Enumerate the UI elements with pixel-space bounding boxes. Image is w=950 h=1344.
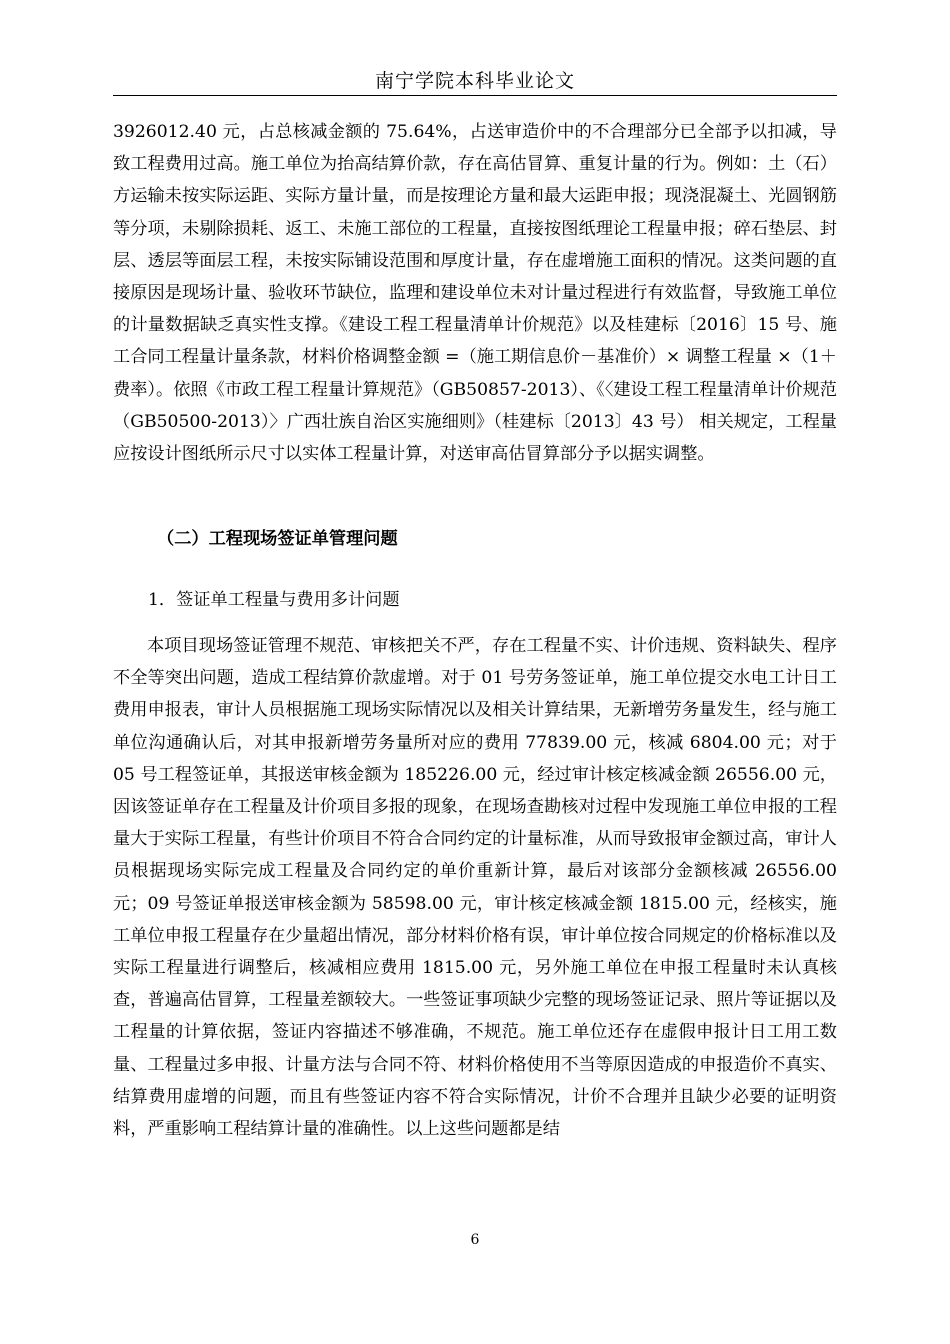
subsection-heading: 1．签证单工程量与费用多计问题 [148,590,400,610]
body-paragraph-2: 本项目现场签证管理不规范、审核把关不严，存在工程量不实、计价违规、资料缺失、程序不全等突出问题，造成工程结算价款虚增。对于 01 号劳务签证单，施工单位提交水电工计日工费用申报表，审计人员根据施工现场实际情况以及相关计算结果，无新增劳务量发生，经与施工单位沟通确认后，对其申报新增劳务量所对应的费用 77839.00 元，核减 6804.00 元；对于 05 号工程签证单，其报送审核金额为 185226.00 元，经过审计核定核减金额 26556.00 元，因该签证单存在工程量及计价项目多报的现象，在现场查勘核对过程中发现施工单位申报的工程量大于实际工程量，有些计价项目不符合合同约定的计量标准，从而导致报审金额过高，审计人员根据现场实际完成工程量及合同约定的单价重新计算，最后对该部分金额核减 26556.00 元；09 号签证单报送审核金额为 58598.00 元，审计核定核减金额 1815.00 元，经核实，施工单位申报工程量存在少量超出情况，部分材料价格有误，审计单位按合同规定的价格标准以及实际工程量进行调整后，核减相应费用 1815.00 元，另外施工单位在申报工程量时未认真核查，普遍高估冒算，工程量差额较大。一些签证事项缺少完整的现场签证记录、照片等证据以及工程量的计算依据，签证内容描述不够准确，不规范。施工单位还存在虚假申报计日工用工数量、工程量过多申报、计量方法与合同不符、材料价格使用不当等原因造成的申报造价不真实、结算费用虚增的问题，而且有些签证内容不符合实际情况，计价不合理并且缺少必要的证明资料，严重影响工程结算计量的准确性。以上这些问题都是结 [113,636,837,1140]
body-paragraph-1: 3926012.40 元，占总核减金额的 75.64%，占送审造价中的不合理部分已全部予以扣减，导致工程费用过高。施工单位为抬高结算价款，存在高估冒算、重复计量的行为。例如：土（石）方运输未按实际运距、实际方量计量，而是按理论方量和最大运距申报；现浇混凝土、光圆钢筋等分项，未剔除损耗、返工、未施工部位的工程量，直接按图纸理论工程量申报；碎石垫层、封层、透层等面层工程，未按实际铺设范围和厚度计量，存在虚增施工面积的情况。这类问题的直接原因是现场计量、验收环节缺位，监理和建设单位未对计量过程进行有效监督，导致施工单位的计量数据缺乏真实性支撑。《建设工程工程量清单计价规范》以及桂建标〔2016〕15 号、施工合同工程量计量条款，材料价格调整金额 =（施工期信息价－基准价）× 调整工程量 ×（1＋费率）。依照《市政工程工程量计算规范》（GB50857-2013）、《〈建设工程工程量清单计价规范（GB50500-2013）〉广西壮族自治区实施细则》（桂建标〔2013〕43 号） 相关规定，工程量应按设计图纸所示尺寸以实体工程量计算，对送审高估冒算部分予以据实调整。 [113,122,837,465]
page-header-title: 南宁学院本科毕业论文 [374,70,575,92]
section-heading: （二）工程现场签证单管理问题 [157,529,398,549]
page-number: 6 [470,1232,480,1248]
header-divider [113,95,837,96]
